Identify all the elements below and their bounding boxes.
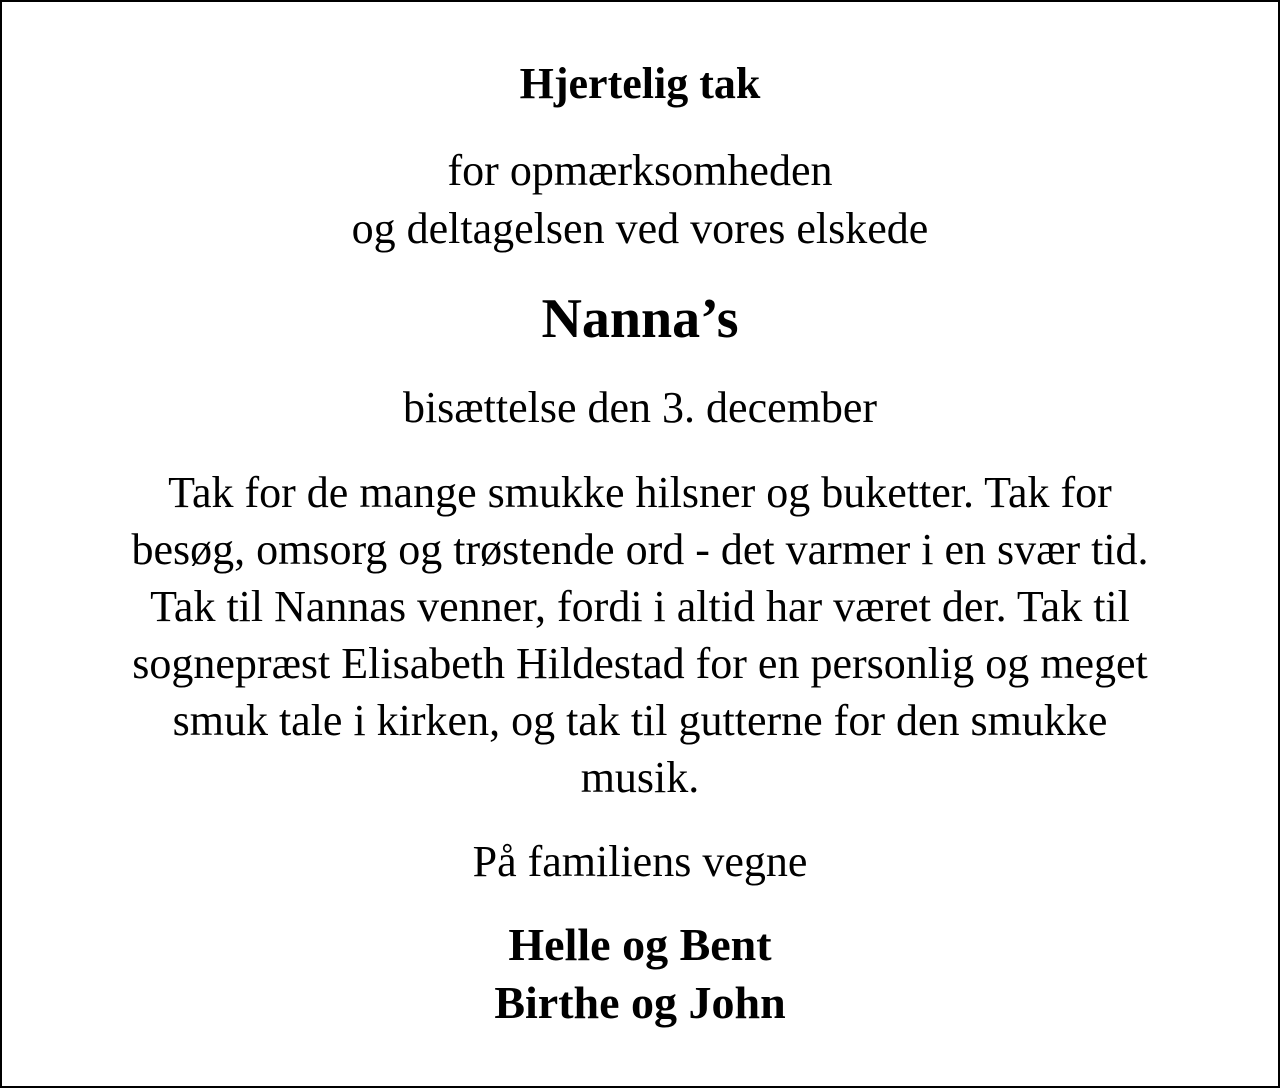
notice-heading: Hjertelig tak [519, 59, 761, 108]
thank-you-message [22, 464, 1258, 806]
signer-name: Helle og Bent [508, 919, 772, 970]
message-line: Tak for de mange smukke hilsner og buketter. Tak for [168, 468, 1112, 517]
message-line: Tak til Nannas venner, fordi i altid har været der. Tak til [150, 582, 1130, 631]
message-line: smuk tale i kirken, og tak til gutterne for den smukke [172, 696, 1108, 745]
message-line: besøg, omsorg og trøstende ord - det varmer i en svær tid. [131, 525, 1149, 574]
message-line: musik. [580, 753, 700, 802]
intro-line: for opmærksomheden [447, 146, 833, 195]
signoff-text: På familiens vegne [472, 837, 808, 886]
signer-name: Birthe og John [494, 977, 786, 1028]
signers [2, 916, 1278, 1032]
message-line: sognepræst Elisabeth Hildestad for en personlig og meget [132, 639, 1148, 688]
funeral-date: bisættelse den 3. december [402, 383, 878, 432]
intro-text [2, 142, 1278, 258]
deceased-name: Nanna’s [541, 288, 739, 350]
intro-line: og deltagelsen ved vores elskede [351, 204, 929, 253]
